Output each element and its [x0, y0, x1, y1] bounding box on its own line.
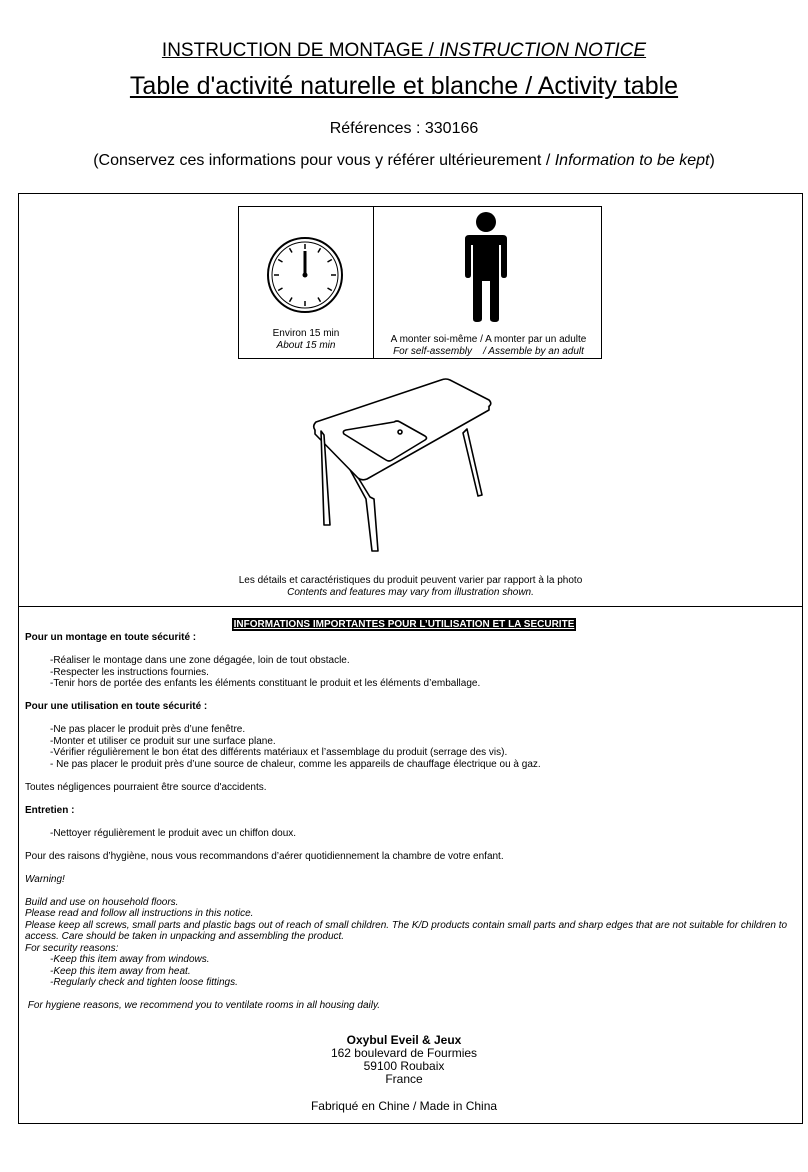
time-caption: [239, 328, 373, 352]
use-safety-item: -Ne pas placer le produit près d’une fenêtre.: [50, 724, 246, 735]
reference-number: Références : 330166: [329, 120, 479, 137]
keep-notice-en: Information to be kept: [554, 152, 710, 169]
disclaimer-fr: Les détails et caractéristiques du produit peuvent varier par rapport à la photo: [238, 575, 583, 586]
company-country: France: [385, 1072, 423, 1086]
safety-banner: [0, 614, 808, 632]
time-fr: Environ 15 min: [272, 328, 340, 339]
safety-instructions: [25, 632, 790, 1012]
warning-item: -Keep this item away from heat.: [50, 965, 191, 977]
use-safety-heading: Pour une utilisation en toute sécurité :: [25, 701, 208, 712]
use-safety-item: - Ne pas placer le produit près d’une source de chaleur, comme les appareils de chauffage électrique ou à gaz.: [50, 758, 541, 770]
warning-line: Please read and follow all instructions in this notice.: [25, 908, 254, 919]
adult-person-icon: [461, 211, 511, 323]
notice-title: [0, 40, 808, 62]
assembly-fr: A monter soi-même / A monter par un adulte: [390, 334, 587, 345]
notice-title-fr: INSTRUCTION DE MONTAGE /: [161, 40, 440, 61]
activity-table-illustration: [300, 375, 500, 555]
assembly-caption: [374, 334, 603, 358]
assembly-safety-item: -Tenir hors de portée des enfants les éléments constituant le produit et les éléments d’emballage.: [50, 678, 481, 689]
maintenance-heading: Entretien :: [25, 804, 75, 816]
product-name: Table d'activité naturelle et blanche / Activity table: [129, 72, 679, 100]
assembly-en: For self-assembly / Assemble by an adult: [393, 346, 584, 357]
product-disclaimer: [18, 575, 803, 599]
safety-banner-text: INFORMATIONS IMPORTANTES POUR L’UTILISATION ET LA SECURITE: [233, 619, 575, 630]
negligence-note: Toutes négligences pourraient être source d'accidents.: [25, 781, 267, 793]
disclaimer-en: Contents and features may vary from illustration shown.: [287, 587, 534, 598]
keep-notice-fr: (Conservez ces informations pour vous y référer ultérieurement /: [93, 152, 555, 169]
assembly-safety-item: -Réaliser le montage dans une zone dégagée, loin de tout obstacle.: [50, 655, 350, 666]
warning-item: -Regularly check and tighten loose fittings.: [50, 977, 238, 988]
warning-line: Please keep all screws, small parts and plastic bags out of reach of small children. The K/D products contain small parts and sharp edges that are not suitable for children to access. Care should be taken in unpacking and assembling the product.: [25, 919, 788, 942]
maintenance-item: -Nettoyer régulièrement le produit avec un chiffon doux.: [50, 827, 297, 839]
warning-item: -Keep this item away from windows.: [50, 954, 210, 965]
product-title: [0, 72, 808, 101]
assembly-info-box: [238, 206, 602, 359]
made-in: Fabriqué en Chine / Made in China: [310, 1099, 498, 1113]
assembly-safety-heading: Pour un montage en toute sécurité :: [25, 632, 197, 643]
company-footer: [0, 1034, 808, 1113]
time-en: About 15 min: [276, 340, 336, 351]
notice-title-en: INSTRUCTION NOTICE: [439, 40, 647, 61]
company-street: 162 boulevard de Fourmies: [330, 1046, 478, 1060]
section-separator: [18, 606, 803, 607]
use-safety-item: -Monter et utiliser ce produit sur une surface plane.: [50, 735, 276, 747]
company-name: Oxybul Eveil & Jeux: [346, 1033, 462, 1047]
keep-notice-close: ): [709, 152, 715, 169]
hygiene-note-en: For hygiene reasons, we recommend you to ventilate rooms in all housing daily.: [25, 1000, 380, 1011]
assembly-safety-item: -Respecter les instructions fournies.: [50, 666, 209, 678]
keep-notice: [0, 152, 808, 170]
use-safety-item: -Vérifier régulièrement le bon état des différents matériaux et l’assemblage du produit (serrage des vis).: [50, 747, 508, 758]
warning-heading: Warning!: [25, 873, 65, 885]
hygiene-note-fr: Pour des raisons d’hygiène, nous vous recommandons d’aérer quotidiennement la chambre de votre enfant.: [25, 850, 504, 862]
company-city: 59100 Roubaix: [363, 1059, 445, 1073]
warning-line: For security reasons:: [25, 942, 119, 954]
warning-line: Build and use on household floors.: [25, 896, 179, 908]
clock-icon: [265, 235, 345, 315]
